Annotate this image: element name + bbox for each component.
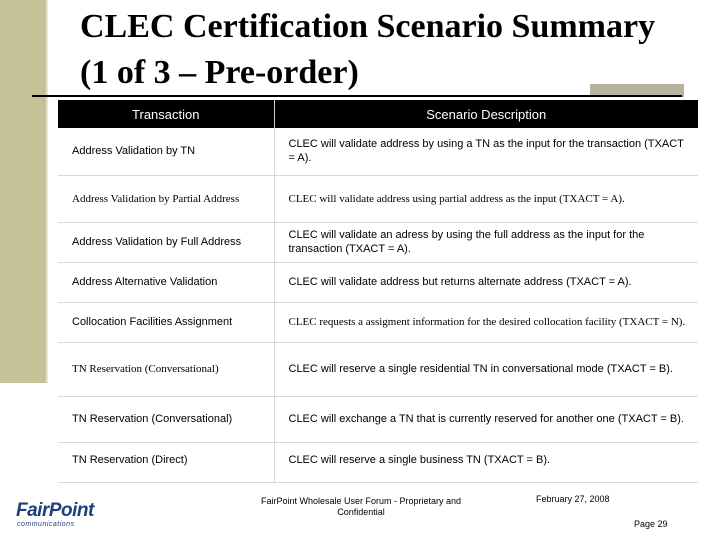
page-number: Page 29 bbox=[634, 519, 668, 529]
title-underline bbox=[32, 95, 682, 97]
table-row bbox=[58, 342, 698, 396]
footer-confidential-notice: FairPoint Wholesale User Forum - Proprietary and Confidential bbox=[260, 496, 462, 517]
column-header-transaction: Transaction bbox=[58, 100, 274, 128]
column-header-scenario-description: Scenario Description bbox=[274, 100, 698, 128]
table-row bbox=[58, 302, 698, 342]
table-row bbox=[58, 442, 698, 482]
transaction-cell: Address Validation by Full Address bbox=[58, 222, 274, 262]
transaction-cell: Address Alternative Validation bbox=[58, 262, 274, 302]
transaction-cell: Address Validation by TN bbox=[58, 128, 274, 175]
slide-title: CLEC Certification Scenario Summary (1 of 3 – Pre-order) bbox=[80, 8, 656, 91]
table-row bbox=[58, 222, 698, 262]
description-cell: CLEC will validate address but returns alternate address (TXACT = A). bbox=[274, 262, 698, 302]
transaction-cell: TN Reservation (Direct) bbox=[58, 442, 274, 482]
logo-wordmark: FairPoint bbox=[16, 500, 94, 521]
description-cell: CLEC will reserve a single residential TN in conversational mode (TXACT = B). bbox=[274, 342, 698, 396]
transaction-cell: TN Reservation (Conversational) bbox=[58, 396, 274, 442]
description-cell: CLEC will validate an adress by using the full address as the input for the transaction (TXACT = A). bbox=[274, 222, 698, 262]
transaction-cell: Address Validation by Partial Address bbox=[58, 175, 274, 222]
description-cell: CLEC will reserve a single business TN (TXACT = B). bbox=[274, 442, 698, 482]
description-cell: CLEC will validate address using partial address as the input (TXACT = A). bbox=[274, 175, 698, 222]
description-cell: CLEC will validate address by using a TN as the input for the transaction (TXACT = A). bbox=[274, 128, 698, 175]
table-header-row bbox=[58, 100, 698, 128]
table-row bbox=[58, 396, 698, 442]
scenario-table bbox=[58, 100, 698, 483]
transaction-cell: Collocation Facilities Assignment bbox=[58, 302, 274, 342]
left-accent-bar-edge bbox=[46, 0, 48, 383]
transaction-cell: TN Reservation (Conversational) bbox=[58, 342, 274, 396]
logo-tagline: communications bbox=[17, 521, 75, 528]
left-accent-bar bbox=[0, 0, 46, 383]
description-cell: CLEC requests a assigment information for the desired collocation facility (TXACT = N). bbox=[274, 302, 698, 342]
fairpoint-logo bbox=[16, 500, 126, 530]
table-row bbox=[58, 175, 698, 222]
footer-date: February 27, 2008 bbox=[536, 494, 610, 504]
table-row bbox=[58, 262, 698, 302]
description-cell: CLEC will exchange a TN that is currently reserved for another one (TXACT = B). bbox=[274, 396, 698, 442]
table-row bbox=[58, 128, 698, 175]
